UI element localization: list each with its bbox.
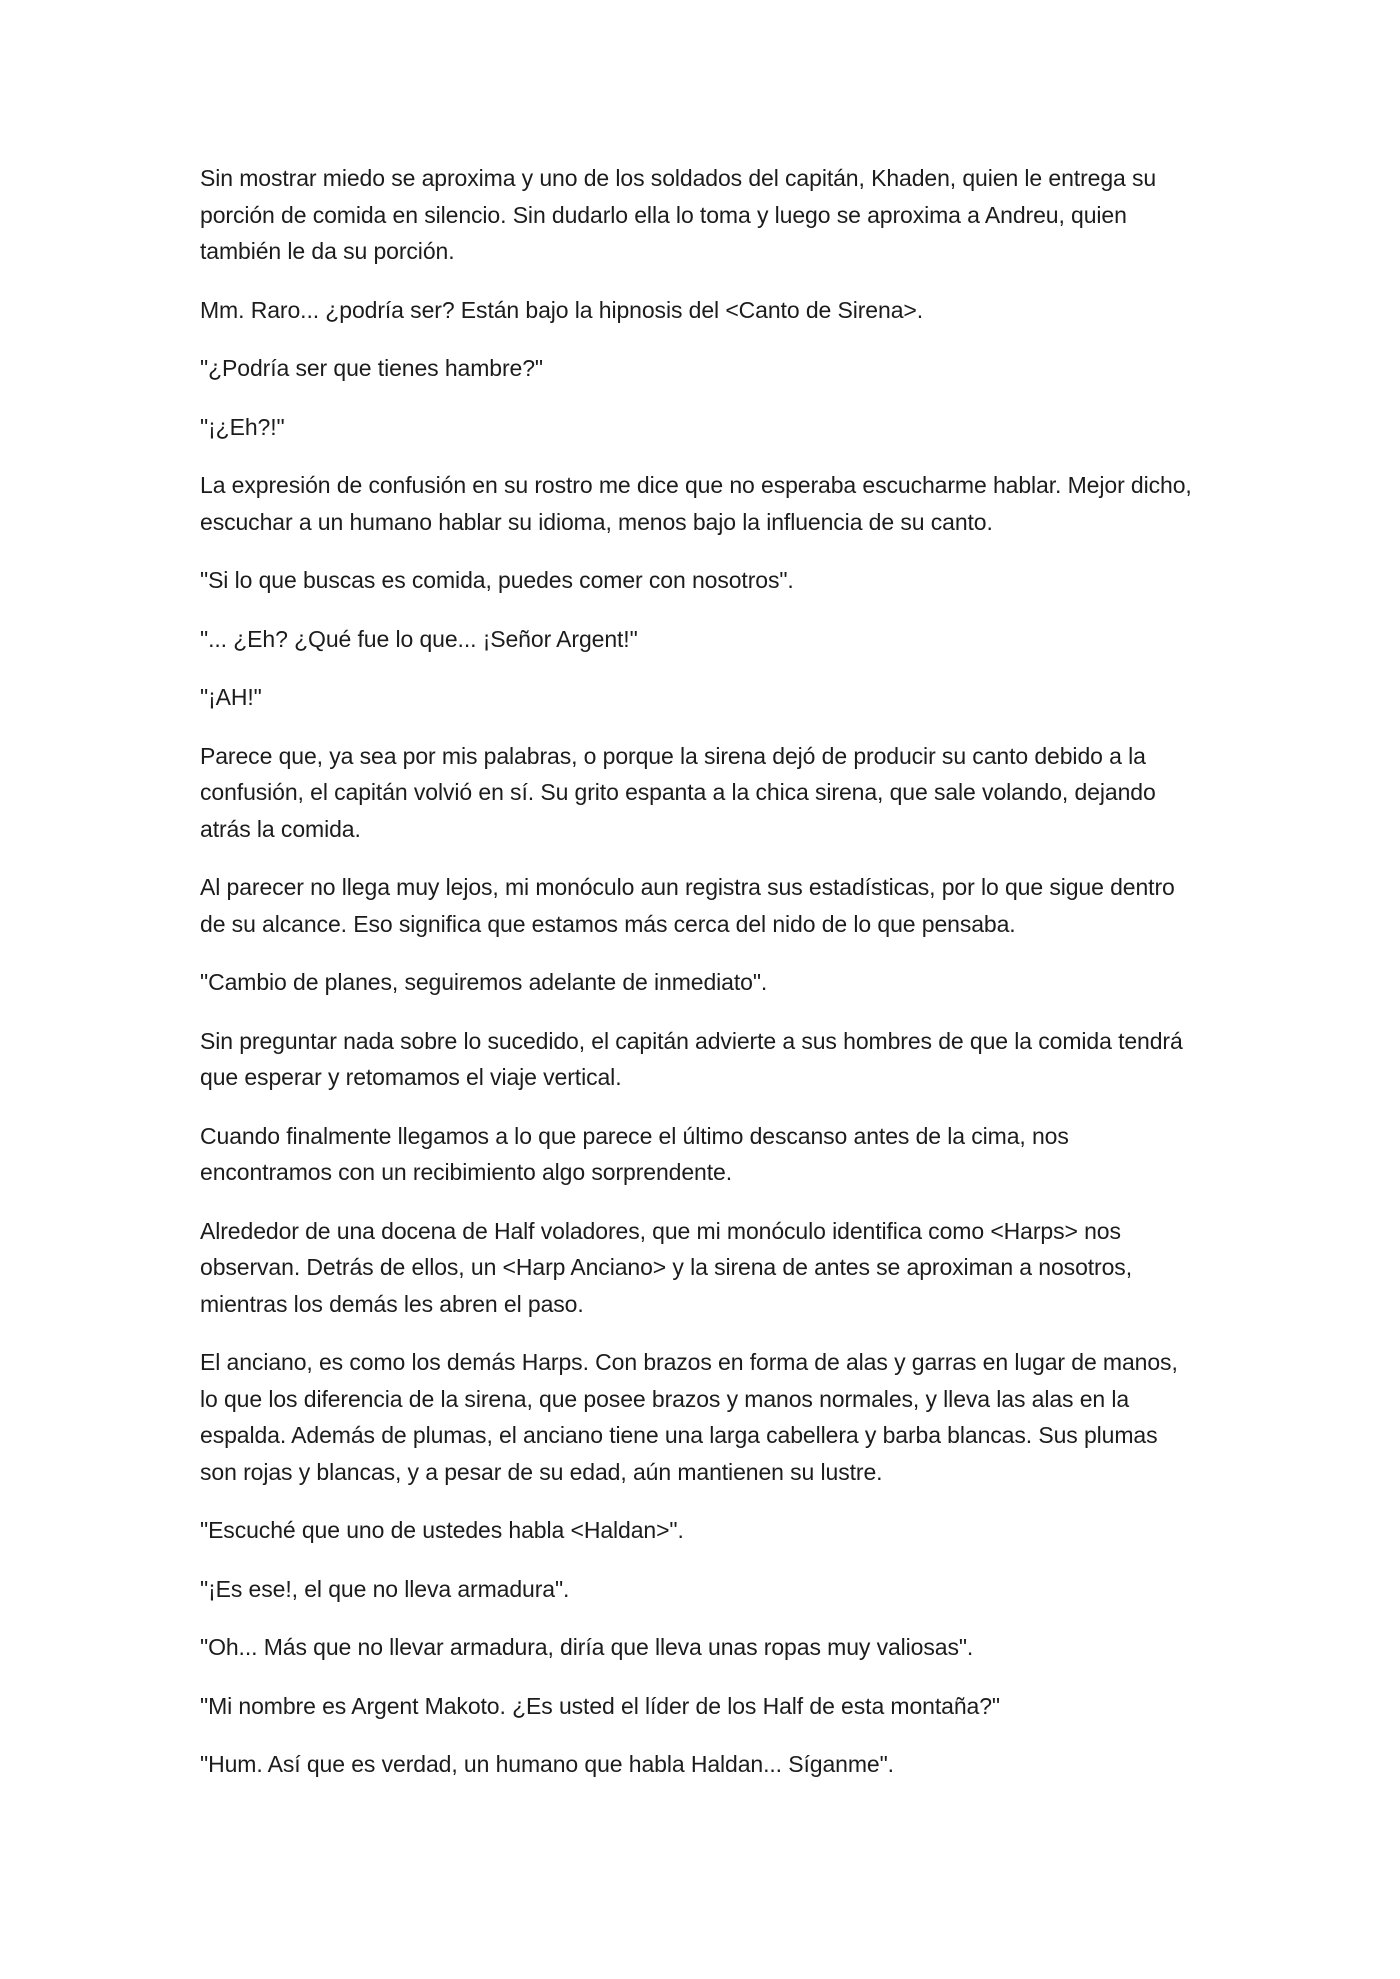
paragraph: Al parecer no llega muy lejos, mi monóculo aun registra sus estadísticas, por lo que sigue dentro de su alcance. Eso significa que estamos más cerca del nido de lo que pensaba. (200, 874, 1175, 937)
paragraph: "Oh... Más que no llevar armadura, diría que lleva unas ropas muy valiosas". (200, 1634, 974, 1660)
paragraph: Parece que, ya sea por mis palabras, o porque la sirena dejó de producir su canto debido a la confusión, el capitán volvió en sí. Su grito espanta a la chica sirena, que sale volando, dejando atrás la comida. (200, 742, 1156, 842)
paragraph: "Escuché que uno de ustedes habla <Haldan>". (200, 1517, 684, 1543)
paragraph: Sin preguntar nada sobre lo sucedido, el capitán advierte a sus hombres de que la comida tendrá que esperar y retomamos el viaje vertical. (200, 1027, 1183, 1090)
paragraph: "Cambio de planes, seguiremos adelante de inmediato". (200, 969, 768, 995)
paragraph: "¡Es ese!, el que no lleva armadura". (200, 1575, 570, 1602)
paragraph: Mm. Raro... ¿podría ser? Están bajo la hipnosis del <Canto de Sirena>. (200, 296, 924, 323)
paragraph: La expresión de confusión en su rostro me dice que no esperaba escucharme hablar. Mejor dicho, escuchar a un humano hablar su idioma, menos bajo la influencia de su canto. (200, 472, 1192, 535)
paragraph: "Hum. Así que es verdad, un humano que habla Haldan... Síganme". (200, 1751, 894, 1777)
paragraph: "¡¿Eh?!" (200, 413, 285, 440)
paragraph: "¡AH!" (200, 684, 262, 710)
paragraph: "Mi nombre es Argent Makoto. ¿Es usted el líder de los Half de esta montaña?" (200, 1692, 1000, 1719)
paragraph: "¿Podría ser que tienes hambre?" (200, 355, 543, 381)
paragraph: Cuando finalmente llegamos a lo que parece el último descanso antes de la cima, nos encontramos con un recibimiento algo sorprendente. (200, 1122, 1069, 1185)
paragraph: "Si lo que buscas es comida, puedes comer con nosotros". (200, 567, 794, 593)
paragraph: Alrededor de una docena de Half voladores, que mi monóculo identifica como <Harps> nos observan. Detrás de ellos, un <Harp Anciano> y la sirena de antes se aproximan a nosotros, mientras los demás les abren el paso. (200, 1217, 1132, 1317)
paragraph: El anciano, es como los demás Harps. Con brazos en forma de alas y garras en lugar de manos, lo que los diferencia de la sirena, que posee brazos y manos normales, y lleva las alas en la espalda. Además de plumas, el anciano tiene una larga cabellera y barba blancas. Sus plumas son rojas y blancas, y a pesar de su edad, aún mantienen su lustre. (200, 1349, 1178, 1485)
document-body (200, 160, 1200, 1805)
paragraph: Sin mostrar miedo se aproxima y uno de los soldados del capitán, Khaden, quien le entrega su porción de comida en silencio. Sin dudarlo ella lo toma y luego se aproxima a Andreu, quien también le da su porción. (200, 165, 1157, 264)
paragraph: "... ¿Eh? ¿Qué fue lo que... ¡Señor Argent!" (200, 625, 638, 652)
